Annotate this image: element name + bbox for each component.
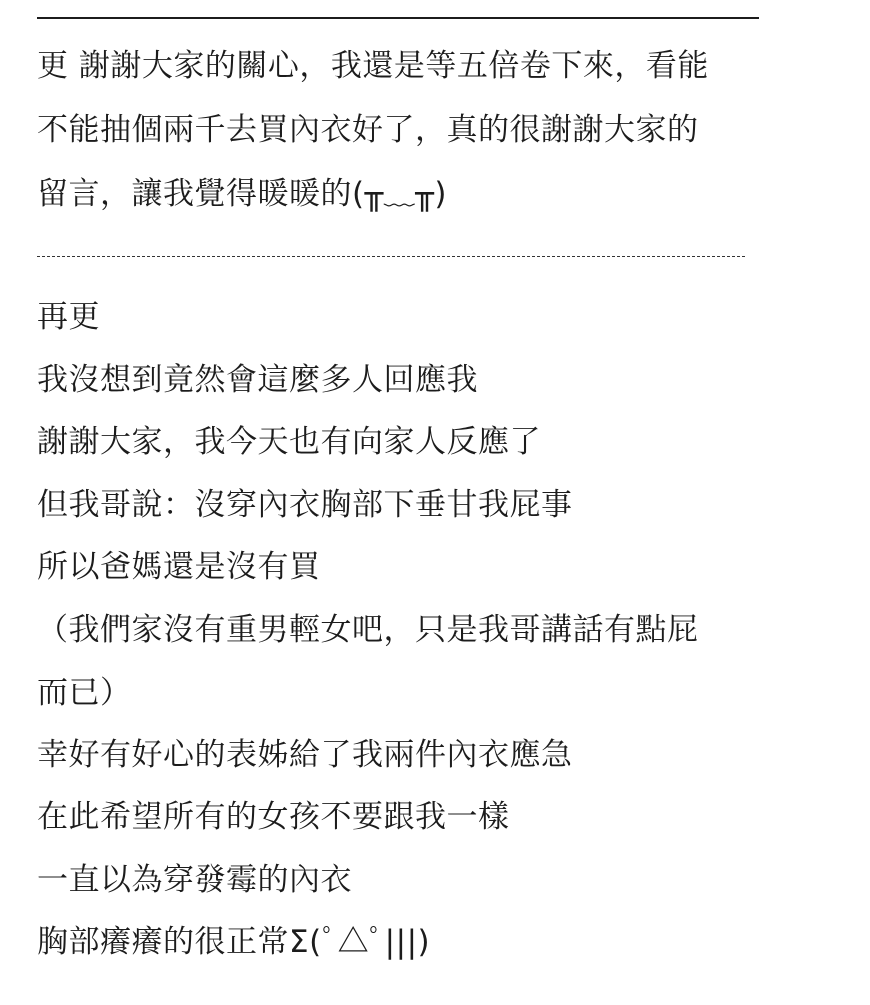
second-update-line-7: 而已） xyxy=(37,675,132,711)
second-update-line-9: 在此希望所有的女孩不要跟我一樣 xyxy=(37,799,510,835)
second-update-line-6: （我們家沒有重男輕女吧，只是我哥講話有點屁 xyxy=(37,612,699,648)
second-update-line-11: 胸部癢癢的很正常Σ(ﾟ△ﾟ|||) xyxy=(37,924,431,960)
second-update-line-5: 所以爸媽還是沒有買 xyxy=(37,549,321,585)
first-update-line-1: 更 謝謝大家的關心，我還是等五倍卷下來，看能 xyxy=(37,48,709,84)
second-update-line-2: 我沒想到竟然會這麼多人回應我 xyxy=(37,362,478,398)
second-update-line-4: 但我哥說：沒穿內衣胸部下垂甘我屁事 xyxy=(37,487,573,523)
top-separator xyxy=(37,17,759,19)
second-update-line-3: 謝謝大家，我今天也有向家人反應了 xyxy=(37,424,541,460)
second-update-line-1: 再更 xyxy=(37,299,100,335)
second-update-line-10: 一直以為穿發霉的內衣 xyxy=(37,862,352,898)
dashed-separator xyxy=(37,256,745,257)
first-update-line-2: 不能抽個兩千去買內衣好了，真的很謝謝大家的 xyxy=(37,112,699,148)
first-update-line-3: 留言，讓我覺得暖暖的(╥﹏╥) xyxy=(37,176,448,212)
second-update-line-8: 幸好有好心的表姊給了我兩件內衣應急 xyxy=(37,737,573,773)
